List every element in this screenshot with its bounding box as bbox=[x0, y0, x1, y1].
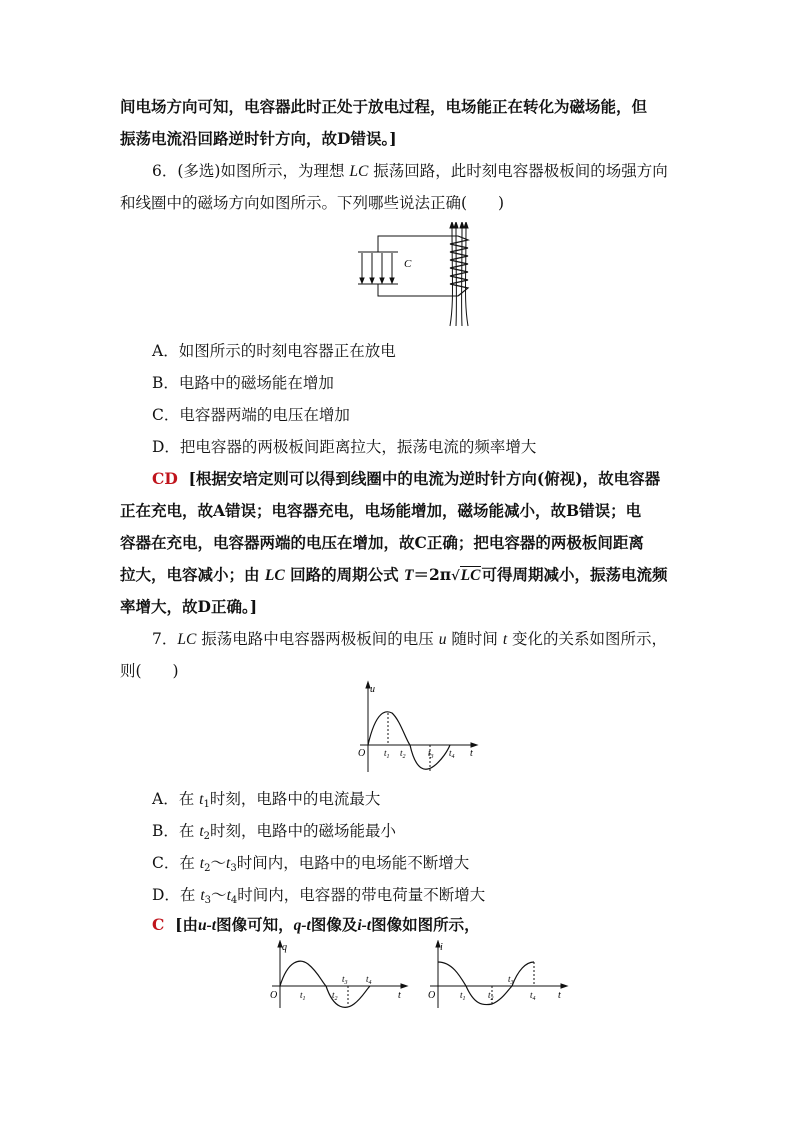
q7-option-b: B．在 $t_2$时刻，电路中的磁场能最小 bbox=[152, 822, 397, 842]
prev-explanation-line-1: 间电场方向可知，电容器此时正处于放电过程，电场能正在转化为磁场能，但 bbox=[120, 97, 648, 116]
lc-circuit-figure bbox=[350, 222, 490, 330]
q7-stem-line-1: 7．LC 振荡电路中电容器两极板间的电压 u 随时间 t 变化的关系如图所示， bbox=[152, 630, 668, 648]
q6-explanation-line-1: CD [根据安培定则可以得到线圈中的电流为逆时针方向(俯视)，故电容器 bbox=[152, 469, 661, 488]
q6-stem-line-1: 6．(多选)如图所示，为理想 LC 振荡回路，此时刻电容器极板间的场强方向 bbox=[152, 162, 668, 180]
svg-text:u: u bbox=[370, 684, 375, 695]
q7-option-d: D．在 $t_3\sim t_4$时间内，电容器的带电荷量不断增大 bbox=[152, 886, 486, 906]
svg-text:t1: $t_1$ bbox=[300, 990, 306, 1002]
q7-explanation-line-1: C [由u-t图像可知，q-t图像及i-t图像如图所示， bbox=[152, 915, 480, 934]
q6-stem-line-2: 和线圈中的磁场方向如图所示。下列哪些说法正确( ) bbox=[120, 194, 505, 212]
q6-option-c: C．电容器两端的电压在增加 bbox=[152, 406, 350, 424]
q6-explanation-line-5: 率增大，故D正确。] bbox=[120, 597, 258, 616]
q6-explanation-line-3: 容器在充电，电容器两端的电压在增加，故C正确；把电容器的两极板间距离 bbox=[120, 533, 644, 552]
svg-text:t4: $t_4$ bbox=[449, 748, 455, 760]
svg-text:t2: $t_2$ bbox=[488, 990, 494, 1002]
q6-option-b: B．电路中的磁场能在增加 bbox=[152, 374, 334, 392]
q6-option-a: A．如图所示的时刻电容器正在放电 bbox=[152, 342, 396, 360]
u-t-graph bbox=[350, 680, 480, 775]
svg-text:O: O bbox=[358, 748, 366, 759]
svg-text:O: O bbox=[428, 990, 436, 1001]
q6-explanation-line-2: 正在充电，故A错误；电容器充电，电场能增加，磁场能减小，故B错误；电 bbox=[120, 501, 642, 520]
svg-text:t2: $t_2$ bbox=[332, 990, 338, 1002]
svg-text:t1: $t_1$ bbox=[460, 990, 466, 1002]
svg-text:q: q bbox=[282, 942, 287, 953]
prev-explanation-line-2: 振荡电流沿回路逆时针方向，故D错误。] bbox=[120, 129, 397, 148]
svg-text:t2: $t_2$ bbox=[400, 748, 406, 760]
svg-text:t: t bbox=[398, 990, 401, 1001]
q-t-graph bbox=[262, 940, 410, 1012]
svg-text:O: O bbox=[270, 990, 278, 1001]
svg-text:t3: $t_3$ bbox=[342, 974, 348, 986]
q6-option-d: D．把电容器的两极板间距离拉大，振荡电流的频率增大 bbox=[152, 438, 537, 456]
q6-answer: CD bbox=[152, 469, 178, 488]
svg-text:t: t bbox=[470, 748, 473, 759]
svg-text:t: t bbox=[558, 990, 561, 1001]
i-t-graph bbox=[420, 940, 570, 1012]
q7-option-a: A．在 $t_1$时刻，电路中的电流最大 bbox=[152, 790, 381, 810]
q7-option-c: C．在 $t_2\sim t_3$时间内，电路中的电场能不断增大 bbox=[152, 854, 470, 874]
svg-text:t4: $t_4$ bbox=[530, 990, 536, 1002]
capacitor-label: C bbox=[404, 258, 412, 270]
svg-text:t3: $t_3$ bbox=[508, 974, 514, 986]
q6-explanation-line-4: 拉大，电容减小；由 LC 回路的周期公式 T＝2π√LC可得周期减小，振荡电流频 bbox=[120, 565, 668, 584]
q7-stem-line-2: 则( ) bbox=[120, 662, 179, 680]
svg-text:t4: $t_4$ bbox=[366, 974, 372, 986]
svg-text:i: i bbox=[440, 942, 443, 953]
svg-text:t1: $t_1$ bbox=[384, 748, 390, 760]
q7-answer: C bbox=[152, 915, 165, 934]
svg-text:t3: $t_3$ bbox=[428, 748, 434, 760]
